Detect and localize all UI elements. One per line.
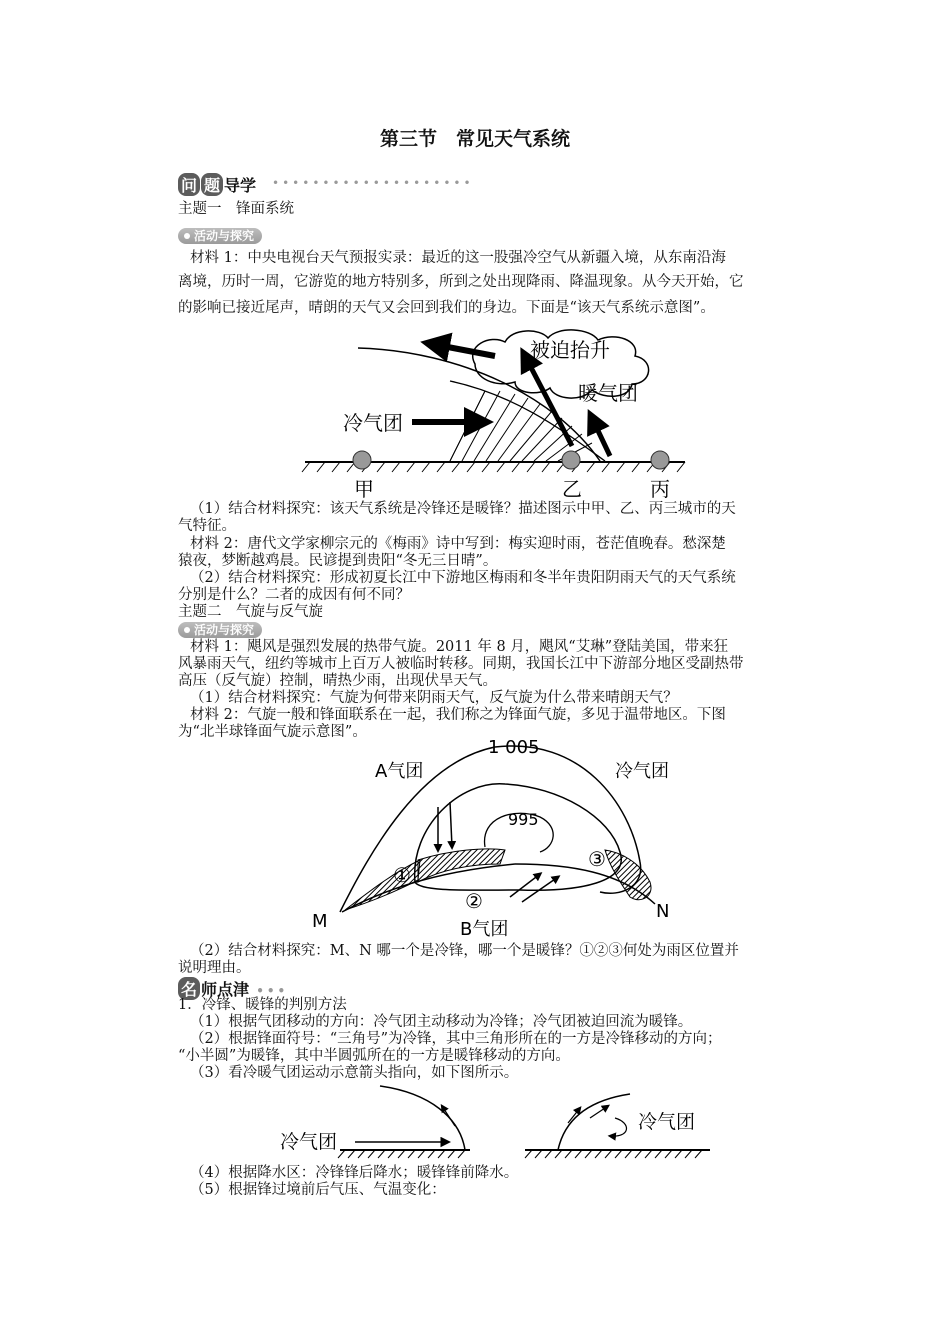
tips-header-rest: 师点津 [201, 980, 250, 999]
label-air-mass-a: A气团 [375, 761, 424, 782]
label-air-mass-cold: 冷气团 [615, 761, 669, 782]
city-yi-marker [562, 451, 580, 469]
tips-line-1: 1．冷锋、暖锋的判别方法 [178, 997, 347, 1013]
tips-line-3: （2）根据锋面符号：“三角号”为冷锋，其中三角形所在的一方是冷锋移动的方向； [190, 1031, 722, 1047]
t1-material1-line1: 材料 1：中央电视台天气预报实录：最近的这一股强冷空气从新疆入境，从东南沿海 [190, 250, 726, 266]
header-rest: 导学 [224, 176, 257, 195]
label-circle-3: ③ [588, 847, 606, 871]
label-city-yi: 乙 [562, 477, 582, 501]
t2-material1-line2: 风暴雨天气，纽约等城市上百万人被临时转移。同期，我国长江中下游部分地区受副热带 [178, 656, 744, 672]
t2-material1-line3: 高压（反气旋）控制，晴热少雨，出现伏旱天气。 [178, 673, 497, 689]
front-arrows-diagram [270, 1078, 720, 1166]
header-dots: •••••••••••••••••••• [272, 176, 474, 190]
cold-front-curve [380, 1086, 465, 1150]
label-cold-right: 冷气团 [638, 1111, 696, 1133]
t1-q1-line2: 气特征。 [178, 518, 236, 534]
topic-2-heading: 主题二 气旋与反气旋 [178, 604, 323, 620]
frontal-cyclone-diagram [300, 732, 690, 942]
t2-material1-line1: 材料 1：飓风是强烈发展的热带气旋。2011 年 8 月，飓风“艾琳”登陆美国，带来狂 [190, 639, 729, 655]
t1-q2-line2: 分别是什么？二者的成因有何不同？ [178, 587, 410, 603]
header-box-2: 题 [201, 173, 223, 196]
t2-material2-line1: 材料 2：气旋一般和锋面联系在一起，我们称之为锋面气旋，多见于温带地区。下图 [190, 707, 726, 723]
t1-material1-line2: 离境，历时一周，它游览的地方特别多，所到之处出现降雨、降温现象。从今天开始，它 [178, 274, 744, 290]
t1-material2-line1: 材料 2：唐代文学家柳宗元的《梅雨》诗中写到：梅实迎时雨，苍茫值晚春。愁深楚 [190, 536, 726, 552]
header-box-1: 问 [178, 173, 200, 196]
t1-material2-line2: 猿夜，梦断越鸡晨。民谚提到贵阳“冬无三日晴”。 [178, 553, 498, 569]
t1-q2-line1: （2）结合材料探究：形成初夏长江中下游地区梅雨和冬半年贵阳阴雨天气的天气系统 [190, 570, 736, 586]
t2-q2-line2: 说明理由。 [178, 960, 251, 976]
label-air-mass-b: B气团 [460, 919, 509, 940]
tips-header-dots: ••• [249, 984, 289, 998]
topic-1-heading: 主题一 锋面系统 [178, 201, 294, 217]
label-city-bing: 丙 [650, 477, 670, 501]
label-cold-mass: 冷气团 [343, 411, 403, 435]
badge-activity-1: 活动与探究 [178, 228, 262, 244]
t1-material1-line3: 的影响已接近尾声，晴朗的天气又会回到我们的身边。下面是“该天气系统示意图”。 [178, 300, 715, 316]
city-bing-marker [651, 451, 669, 469]
label-circle-2: ② [465, 889, 483, 913]
label-isobar-1005: 1 005 [488, 737, 540, 758]
city-jia-marker [353, 451, 371, 469]
badge-activity-2: 活动与探究 [178, 622, 262, 638]
label-cold-left: 冷气团 [280, 1131, 338, 1153]
t2-q2-line1: （2）结合材料探究：M、N 哪一个是冷锋，哪一个是暖锋？①②③何处为雨区位置并 [190, 943, 739, 959]
label-isobar-995: 995 [508, 810, 539, 829]
label-lifted: 被迫抬升 [530, 338, 610, 362]
tips2-line-2: （5）根据锋过境前后气压、气温变化： [190, 1182, 446, 1198]
t1-q1-line1: （1）结合材料探究：该天气系统是冷锋还是暖锋？描述图示中甲、乙、丙三城市的天 [190, 501, 736, 517]
label-n: N [656, 901, 670, 922]
label-city-jia: 甲 [354, 477, 374, 501]
label-circle-1: ① [393, 863, 411, 887]
rain-area-center [418, 849, 505, 882]
tips-line-2: （1）根据气团移动的方向：冷气团主动移动为冷锋；冷气团被迫回流为暖锋。 [190, 1014, 693, 1030]
cold-front-diagram [300, 326, 690, 501]
label-m: M [312, 911, 328, 932]
section-header [178, 173, 256, 196]
tips-header-box: 名 [178, 977, 200, 1000]
tips-line-5: （3）看冷暖气团运动示意箭头指向，如下图所示。 [190, 1065, 519, 1081]
label-warm-mass: 暖气团 [578, 381, 638, 405]
tips-line-4: “小半圆”为暖锋，其中半圆弧所在的一方是暖锋移动的方向。 [178, 1048, 570, 1064]
t2-material2-line2: 为“北半球锋面气旋示意图”。 [178, 724, 367, 740]
page-title: 第三节 常见天气系统 [379, 128, 570, 150]
t2-q1: （1）结合材料探究：气旋为何带来阴雨天气，反气旋为什么带来晴朗天气？ [190, 690, 678, 706]
tips2-line-1: （4）根据降水区：冷锋锋后降水；暖锋锋前降水。 [190, 1165, 519, 1181]
